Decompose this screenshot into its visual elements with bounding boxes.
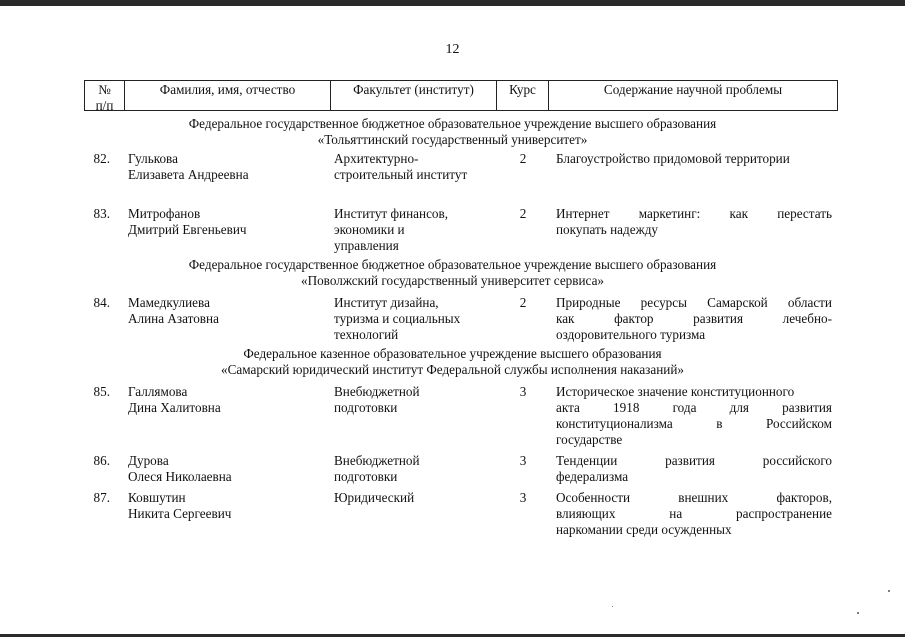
topic-line: покупать надежду bbox=[556, 222, 658, 237]
scan-speck bbox=[612, 606, 613, 607]
faculty-line: Институт дизайна, bbox=[334, 295, 439, 310]
header-name-label: Фамилия, имя, отчество bbox=[159, 82, 296, 97]
header-faculty-label: Факультет (институт) bbox=[353, 82, 474, 97]
faculty-line: строительный институт bbox=[334, 167, 468, 182]
header-topic bbox=[548, 80, 838, 111]
row-number: 87. bbox=[93, 490, 110, 505]
course-value: 3 bbox=[519, 384, 527, 399]
header-num bbox=[84, 80, 124, 111]
student-name-line: Дурова bbox=[128, 453, 169, 468]
header-num-line-1: № bbox=[98, 82, 111, 97]
faculty-line: Внебюджетной bbox=[334, 453, 420, 468]
row-number: 83. bbox=[93, 206, 110, 221]
row-number: 84. bbox=[93, 295, 110, 310]
section-title-line: Федеральное государственное бюджетное образовательное учреждение высшего образования bbox=[188, 257, 717, 272]
topic-line: Тенденции развития российского bbox=[556, 453, 832, 468]
faculty-line: Архитектурно- bbox=[334, 151, 419, 166]
student-name-line: Никита Сергеевич bbox=[128, 506, 232, 521]
topic-line: Особенности внешних факторов, bbox=[556, 490, 832, 505]
student-name-line: Мамедкулиева bbox=[128, 295, 210, 310]
faculty-line: управления bbox=[334, 238, 399, 253]
section-title-line: «Самарский юридический институт Федеральной службы исполнения наказаний» bbox=[220, 362, 685, 377]
topic-line: Благоустройство придомовой территории bbox=[556, 151, 790, 166]
course-value: 3 bbox=[519, 490, 527, 505]
header-num-line-2: п/п bbox=[95, 98, 114, 113]
row-number: 86. bbox=[93, 453, 110, 468]
student-name-line: Дмитрий Евгеньевич bbox=[128, 222, 247, 237]
header-course-label: Курс bbox=[509, 82, 536, 97]
topic-line: оздоровительного туризма bbox=[556, 327, 706, 342]
section-title-line: Федеральное государственное бюджетное образовательное учреждение высшего образования bbox=[188, 116, 717, 131]
student-name-line: Елизавета Андреевна bbox=[128, 167, 249, 182]
student-name-line: Гулькова bbox=[128, 151, 178, 166]
course-value: 3 bbox=[519, 453, 527, 468]
topic-line: Интернет маркетинг: как перестать bbox=[556, 206, 832, 221]
faculty-line: подготовки bbox=[334, 400, 398, 415]
faculty-line: Внебюджетной bbox=[334, 384, 420, 399]
header-topic-label: Содержание научной проблемы bbox=[603, 82, 783, 97]
student-name-line: Митрофанов bbox=[128, 206, 201, 221]
scan-speck bbox=[857, 612, 859, 614]
student-name-line: Ковшутин bbox=[128, 490, 186, 505]
faculty-line: экономики и bbox=[334, 222, 405, 237]
header-course bbox=[496, 80, 548, 111]
scan-bottom-border bbox=[0, 634, 905, 637]
topic-line: конституционализма в Российском bbox=[556, 416, 832, 431]
scan-top-border bbox=[0, 0, 905, 6]
student-name-line: Олеся Николаевна bbox=[128, 469, 232, 484]
page-number: 12 bbox=[445, 42, 460, 57]
student-name-line: Алина Азатовна bbox=[128, 311, 219, 326]
course-value: 2 bbox=[519, 206, 527, 221]
row-number: 82. bbox=[93, 151, 110, 166]
student-name-line: Галлямова bbox=[128, 384, 188, 399]
student-name-line: Дина Халитовна bbox=[128, 400, 221, 415]
faculty-line: технологий bbox=[334, 327, 399, 342]
faculty-line: туризма и социальных bbox=[334, 311, 461, 326]
row-number: 85. bbox=[93, 384, 110, 399]
faculty-line: Институт финансов, bbox=[334, 206, 449, 221]
scan-speck bbox=[888, 590, 890, 592]
faculty-line: Юридический bbox=[334, 490, 415, 505]
topic-line: федерализма bbox=[556, 469, 629, 484]
topic-line: Историческое значение конституционного bbox=[556, 384, 795, 399]
course-value: 2 bbox=[519, 295, 527, 310]
topic-line: государстве bbox=[556, 432, 623, 447]
topic-line: акта 1918 года для развития bbox=[556, 400, 832, 415]
course-value: 2 bbox=[519, 151, 527, 166]
header-name bbox=[124, 80, 330, 111]
section-title-line: Федеральное казенное образовательное учреждение высшего образования bbox=[243, 346, 662, 361]
topic-line: как фактор развития лечебно- bbox=[556, 311, 832, 326]
topic-line: наркомании среди осужденных bbox=[556, 522, 732, 537]
header-faculty bbox=[330, 80, 496, 111]
section-title-line: «Поволжский государственный университет сервиса» bbox=[300, 273, 605, 288]
faculty-line: подготовки bbox=[334, 469, 398, 484]
section-title-line: «Тольяттинский государственный университет» bbox=[317, 132, 588, 147]
topic-line: Природные ресурсы Самарской области bbox=[556, 295, 832, 310]
topic-line: влияющих на распространение bbox=[556, 506, 832, 521]
